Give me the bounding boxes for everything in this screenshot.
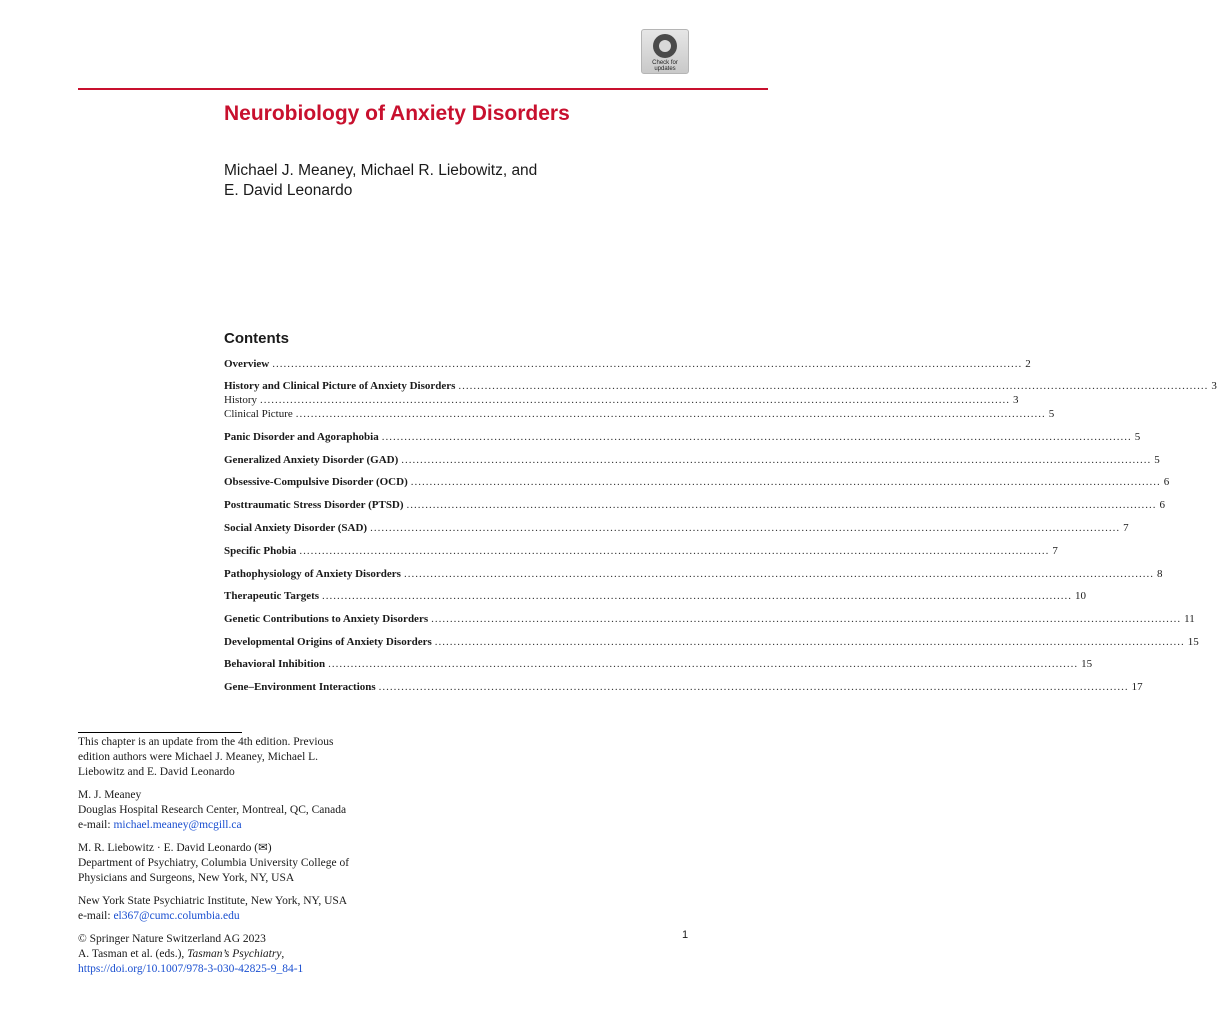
toc-entry-page: 3 <box>1211 380 1217 392</box>
citation: A. Tasman et al. (eds.), Tasman’s Psychiatry, <box>78 948 285 960</box>
author-line-1: Michael J. Meaney, Michael R. Liebowitz, and <box>224 162 538 179</box>
chapter-title: Neurobiology of Anxiety Disorders <box>224 102 570 125</box>
toc-entry-ocd[interactable]: Obsessive-Compulsive Disorder (OCD) ........................................................................................................................................................................................................ 6 <box>224 476 1170 488</box>
toc-entry-label: Clinical Picture <box>224 408 293 420</box>
doi-link[interactable]: https://doi.org/10.1007/978-3-030-42825-9_84-1 <box>78 963 304 975</box>
toc-entry-page: 5 <box>1048 408 1055 420</box>
toc-entry-gene-environment[interactable]: Gene–Environment Interactions ........................................................................................................................................................................................................ 17 <box>224 681 1143 693</box>
toc-entry-label: Therapeutic Targets <box>224 590 320 602</box>
affiliation-line-2: Physicians and Surgeons, New York, NY, USA <box>78 872 295 884</box>
toc-entry-ptsd[interactable]: Posttraumatic Stress Disorder (PTSD) ........................................................................................................................................................................................................ 6 <box>224 499 1166 511</box>
toc-entry-label: History and Clinical Picture of Anxiety Disorders <box>224 380 456 392</box>
author-names: M. R. Liebowitz · E. David Leonardo (✉) <box>78 842 272 854</box>
toc-entry-developmental[interactable]: Developmental Origins of Anxiety Disorders ........................................................................................................................................................................................................ 15 <box>224 636 1199 648</box>
toc-entry-page: 15 <box>1081 658 1093 670</box>
toc-entry-history[interactable]: History ........................................................................................................................................................................................................ 3 <box>224 394 1019 406</box>
toc-entry-pathophysiology[interactable]: Pathophysiology of Anxiety Disorders ........................................................................................................................................................................................................ 8 <box>224 568 1163 580</box>
toc-entry-genetic[interactable]: Genetic Contributions to Anxiety Disorders ........................................................................................................................................................................................................ 11 <box>224 613 1195 625</box>
toc-entry-therapeutic-targets[interactable]: Therapeutic Targets ........................................................................................................................................................................................................ 10 <box>224 590 1087 602</box>
toc-entry-label: Panic Disorder and Agoraphobia <box>224 431 379 443</box>
toc-entry-page: 2 <box>1025 358 1031 370</box>
toc-entry-label: Specific Phobia <box>224 545 297 557</box>
book-title: Tasman’s Psychiatry <box>187 948 282 960</box>
header-rule <box>78 88 768 90</box>
author-list <box>224 161 537 201</box>
meaney-affiliation: M. J. Meaney Douglas Hospital Research Center, Montreal, QC, Canada e-mail: michael.meaney@mcgill.ca <box>78 788 398 833</box>
toc-entry-label: Behavioral Inhibition <box>224 658 326 670</box>
toc-entry-page: 7 <box>1052 545 1058 557</box>
toc-entry-page: 3 <box>1013 394 1019 406</box>
toc-entry-page: 17 <box>1131 681 1143 693</box>
publication-info <box>78 932 398 977</box>
toc-entry-label: Posttraumatic Stress Disorder (PTSD) <box>224 499 404 511</box>
toc-entry-label: Pathophysiology of Anxiety Disorders <box>224 568 401 580</box>
page-number: 1 <box>682 929 689 941</box>
toc-entry-label: Genetic Contributions to Anxiety Disorders <box>224 613 429 625</box>
toc-entry-page: 5 <box>1154 454 1160 466</box>
toc-entry-page: 6 <box>1159 499 1166 511</box>
check-for-updates-badge[interactable] <box>641 29 689 74</box>
toc-entry-behavioral-inhibition[interactable]: Behavioral Inhibition ........................................................................................................................................................................................................ 15 <box>224 658 1093 670</box>
affiliation: New York State Psychiatric Institute, New York, NY, USA <box>78 895 348 907</box>
toc-entry-page: 8 <box>1156 568 1163 580</box>
toc-entry-page: 10 <box>1075 590 1087 602</box>
toc-entry-label: Social Anxiety Disorder (SAD) <box>224 522 368 534</box>
copyright: © Springer Nature Switzerland AG 2023 <box>78 933 266 945</box>
toc-entry-page: 5 <box>1134 431 1141 443</box>
nyspi-affiliation: New York State Psychiatric Institute, New York, NY, USA e-mail: el367@cumc.columbia.edu <box>78 894 398 924</box>
contents-heading: Contents <box>224 330 289 347</box>
toc-entry-label: Generalized Anxiety Disorder (GAD) <box>224 454 399 466</box>
footnote-rule <box>78 732 242 733</box>
toc-entry-panic[interactable]: Panic Disorder and Agoraphobia ........................................................................................................................................................................................................ 5 <box>224 431 1141 443</box>
liebowitz-affiliation <box>78 841 398 886</box>
crossmark-icon <box>653 34 677 58</box>
toc-entry-gad[interactable]: Generalized Anxiety Disorder (GAD) ........................................................................................................................................................................................................ 5 <box>224 454 1160 466</box>
toc-entry-history-clinical[interactable]: History and Clinical Picture of Anxiety Disorders ........................................................................................................................................................................................................ 3 <box>224 380 1217 392</box>
toc-entry-specific-phobia[interactable]: Specific Phobia ........................................................................................................................................................................................................ 7 <box>224 545 1058 557</box>
toc-entry-label: History <box>224 394 257 406</box>
toc-entry-page: 7 <box>1123 522 1129 534</box>
toc-entry-clinical-picture[interactable]: Clinical Picture ........................................................................................................................................................................................................ 5 <box>224 408 1055 420</box>
toc-entry-label: Overview <box>224 358 270 370</box>
toc-entry-page: 6 <box>1163 476 1170 488</box>
toc-entry-label: Developmental Origins of Anxiety Disorders <box>224 636 432 648</box>
update-note: This chapter is an update from the 4th edition. Previous edition authors were Michael J. Meaney, Michael L. Liebowitz and E. David Leonardo <box>78 736 334 778</box>
leonardo-email-link[interactable]: el367@cumc.columbia.edu <box>113 910 240 922</box>
toc-entry-label: Obsessive-Compulsive Disorder (OCD) <box>224 476 408 488</box>
toc-entry-page: 11 <box>1184 613 1195 625</box>
meaney-email-link[interactable]: michael.meaney@mcgill.ca <box>113 819 242 831</box>
author-line-2: E. David Leonardo <box>224 182 353 199</box>
toc-entry-sad[interactable]: Social Anxiety Disorder (SAD) ........................................................................................................................................................................................................ 7 <box>224 522 1129 534</box>
toc-entry-page: 15 <box>1187 636 1199 648</box>
affiliation-line-1: Department of Psychiatry, Columbia University College of <box>78 857 350 869</box>
badge-line-2: updates <box>654 66 676 72</box>
toc-entry-overview[interactable]: Overview ........................................................................................................................................................................................................ 2 <box>224 358 1031 370</box>
footnotes <box>78 735 398 985</box>
affiliation: Douglas Hospital Research Center, Montreal, QC, Canada <box>78 804 347 816</box>
toc-entry-label: Gene–Environment Interactions <box>224 681 376 693</box>
author-name: M. J. Meaney <box>78 789 142 801</box>
badge-line-1: Check for <box>652 60 678 66</box>
